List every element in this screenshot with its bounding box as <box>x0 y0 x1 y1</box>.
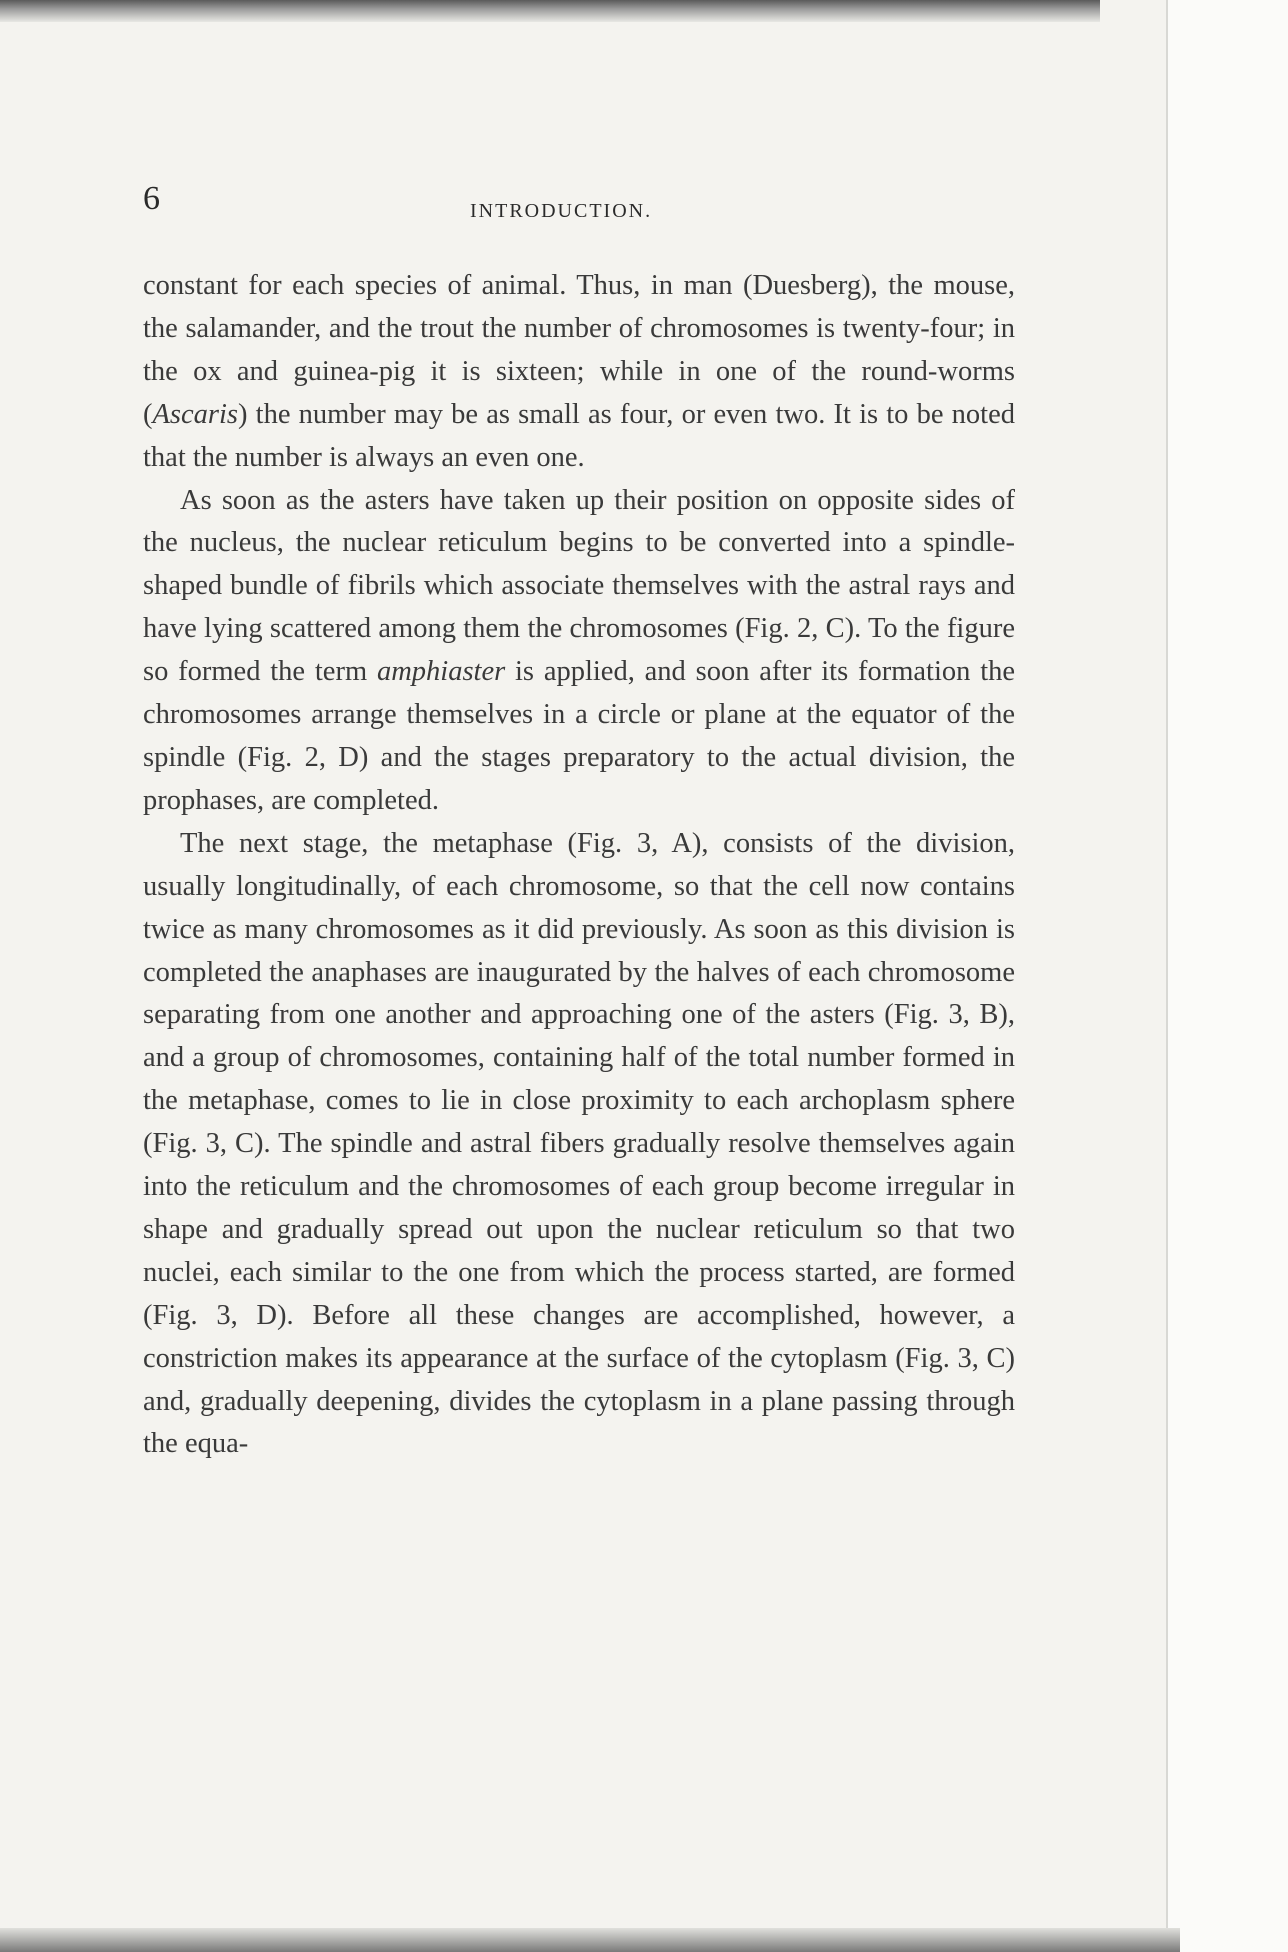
text-segment: The next stage, the metaphase (Fig. 3, A), consists of the division, usually longitudinally, of each chromosome, so that the cell now contains twice as many chromosomes as it did previously. As soon as this division is completed the anaphases are inaugurated by the halves of each chromosome separating from one another and approaching one of the asters (Fig. 3, B), and a group of chromosomes, containing half of the total number formed in the metaphase, comes to lie in close proximity to each archoplasm sphere (Fig. 3, C). The spindle and astral fibers gradually resolve themselves again into the reticulum and the chromosomes of each group become irregular in shape and gradually spread out upon the nuclear reticulum so that two nuclei, each similar to the one from which the process started, are formed (Fig. 3, D). Before all these changes are accomplished, however, a constriction makes its appearance at the surface of the cytoplasm (Fig. 3, C) and, gradually deepening, divides the cytoplasm in a plane passing through the equa- <box>143 827 1015 1460</box>
page-number: 6 <box>143 180 160 217</box>
italic-term: amphiaster <box>376 656 506 688</box>
text-segment: constant for each species of animal. Thus, in man (Duesberg), the mouse, the salamander, and the trout the number of chromosomes is twenty-four; in the ox and guinea-pig it is sixteen; while in one of the round-worms ( <box>143 270 1015 430</box>
facing-page-edge <box>1166 0 1288 1952</box>
page-header <box>143 180 1023 230</box>
italic-term: Ascaris <box>152 398 238 430</box>
paragraph <box>143 823 1015 1467</box>
text-segment: is applied, and soon after its formation the chromosomes arrange themselves in a circle or plane at the equator of the spindle (Fig. 2, D) and the stages preparatory to the actual division, the prophases, are completed. <box>143 656 1016 816</box>
text-segment: As soon as the asters have taken up their position on opposite sides of the nucleus, the nuclear reticulum begins to be converted into a spindle-shaped bundle of fibrils which associate themselves with the astral rays and have lying scattered among them the chromosomes (Fig. 2, C). To the figure so formed the term <box>143 484 1015 688</box>
text-segment: ) the number may be as small as four, or even two. It is to be noted that the number is always an even one. <box>143 398 1015 473</box>
body-text <box>143 265 1015 1466</box>
running-head: INTRODUCTION. <box>470 200 653 222</box>
page-bottom-edge <box>0 1928 1180 1952</box>
page-top-edge <box>0 0 1100 22</box>
paragraph <box>143 480 1015 823</box>
paragraph <box>143 265 1015 480</box>
